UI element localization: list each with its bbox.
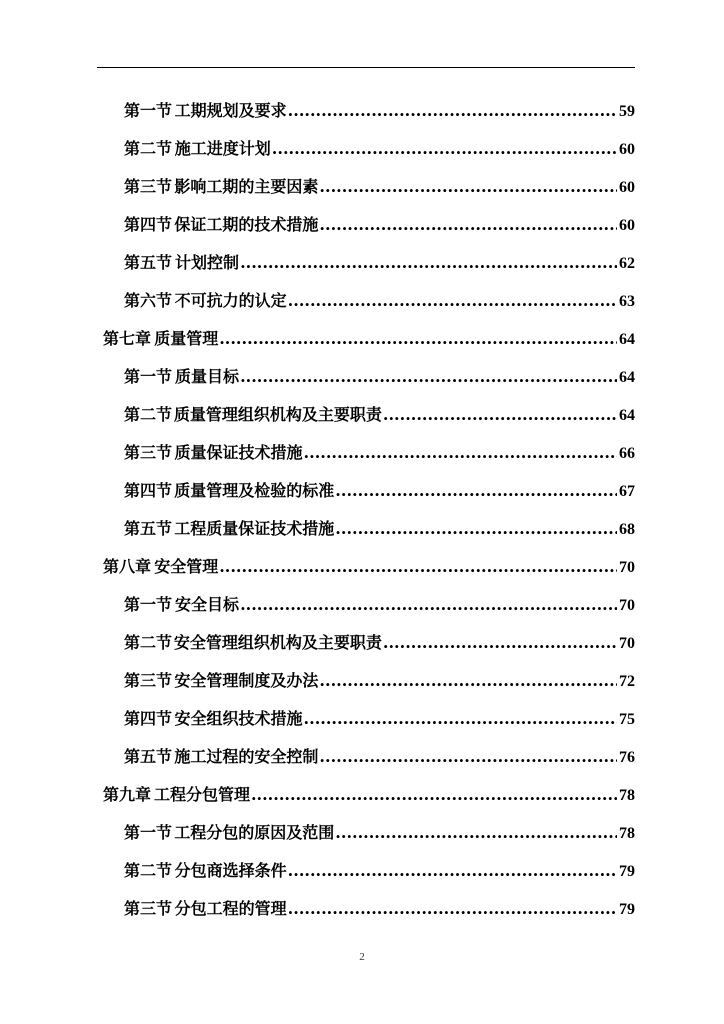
toc-section-entry[interactable]: [0, 700, 724, 738]
toc-section-entry[interactable]: [0, 738, 724, 776]
toc-entry-title: 计划控制: [175, 253, 240, 272]
toc-dot-leader: [304, 700, 617, 738]
toc-entry-title: 安全管理组织机构及主要职责: [173, 633, 382, 652]
toc-entry-number: 第二节: [124, 139, 173, 158]
toc-entry-title: 质量管理组织机构及主要职责: [173, 405, 382, 424]
toc-entry-title: 质量管理: [154, 329, 219, 348]
toc-entry-number: 第三节: [124, 177, 173, 196]
toc-entry-page: 62: [619, 255, 635, 272]
toc-entry-number: 第四节: [124, 215, 173, 234]
toc-entry-number: 第三节: [124, 443, 173, 462]
toc-entry-title: 质量目标: [175, 367, 240, 386]
toc-entry-title: 安全目标: [175, 595, 240, 614]
toc-dot-leader: [240, 586, 617, 624]
toc-dot-leader: [288, 852, 617, 890]
toc-entry-number: 第一节: [124, 101, 173, 120]
toc-entry-page: 78: [619, 787, 635, 804]
toc-section-entry[interactable]: [0, 586, 724, 624]
toc-entry-title: 影响工期的主要因素: [174, 177, 319, 196]
toc-dot-leader: [335, 510, 617, 548]
toc-dot-leader: [319, 662, 617, 700]
toc-entry-title: 工期规划及要求: [174, 101, 287, 120]
toc-entry-number: 第二节: [124, 405, 173, 424]
toc-entry-title: 工程质量保证技术措施: [174, 519, 335, 538]
toc-entry-number: 第四节: [124, 709, 173, 728]
toc-entry-page: 72: [619, 673, 635, 690]
toc-entry-number: 第一节: [124, 367, 173, 386]
toc-section-entry[interactable]: [0, 92, 724, 130]
toc-section-entry[interactable]: [0, 814, 724, 852]
toc-entry-page: 59: [619, 103, 635, 120]
toc-dot-leader: [304, 434, 617, 472]
table-of-contents: [0, 92, 724, 928]
toc-dot-leader: [219, 320, 617, 358]
toc-section-entry[interactable]: [0, 206, 724, 244]
toc-entry-title: 保证工期的技术措施: [174, 215, 319, 234]
toc-entry-title: 不可抗力的认定: [174, 291, 287, 310]
toc-entry-number: 第五节: [124, 747, 173, 766]
header-rule: [97, 67, 635, 68]
toc-entry-number: 第八章: [103, 557, 152, 576]
toc-chapter-entry[interactable]: [0, 776, 724, 814]
toc-entry-title: 安全管理制度及办法: [174, 671, 319, 690]
toc-dot-leader: [288, 890, 617, 928]
toc-section-entry[interactable]: [0, 396, 724, 434]
toc-entry-number: 第九章: [103, 785, 152, 804]
toc-section-entry[interactable]: [0, 624, 724, 662]
toc-entry-page: 70: [619, 559, 635, 576]
toc-entry-number: 第六节: [124, 291, 173, 310]
toc-entry-number: 第七章: [103, 329, 152, 348]
toc-section-entry[interactable]: [0, 510, 724, 548]
toc-chapter-entry[interactable]: [0, 320, 724, 358]
toc-section-entry[interactable]: [0, 130, 724, 168]
toc-section-entry[interactable]: [0, 244, 724, 282]
toc-entry-number: 第一节: [124, 595, 173, 614]
toc-entry-title: 安全管理: [154, 557, 219, 576]
toc-entry-number: 第四节: [124, 481, 173, 500]
toc-entry-title: 分包商选择条件: [174, 861, 287, 880]
toc-dot-leader: [272, 130, 617, 168]
toc-dot-leader: [319, 738, 617, 776]
toc-entry-title: 安全组织技术措施: [174, 709, 303, 728]
toc-section-entry[interactable]: [0, 852, 724, 890]
toc-section-entry[interactable]: [0, 358, 724, 396]
toc-chapter-entry[interactable]: [0, 548, 724, 586]
toc-entry-title: 分包工程的管理: [174, 899, 287, 918]
toc-dot-leader: [335, 814, 617, 852]
toc-entry-page: 64: [619, 331, 635, 348]
toc-entry-title: 工程分包的原因及范围: [174, 823, 335, 842]
toc-entry-page: 76: [619, 749, 635, 766]
toc-entry-page: 75: [619, 711, 635, 728]
toc-section-entry[interactable]: [0, 662, 724, 700]
toc-entry-title: 施工进度计划: [174, 139, 271, 158]
toc-entry-page: 70: [619, 635, 635, 652]
toc-entry-page: 70: [619, 597, 635, 614]
toc-section-entry[interactable]: [0, 282, 724, 320]
toc-entry-title: 质量保证技术措施: [174, 443, 303, 462]
toc-dot-leader: [251, 776, 617, 814]
toc-dot-leader: [288, 92, 617, 130]
toc-dot-leader: [319, 206, 617, 244]
toc-dot-leader: [383, 396, 617, 434]
toc-entry-number: 第三节: [124, 671, 173, 690]
toc-section-entry[interactable]: [0, 168, 724, 206]
toc-entry-page: 78: [619, 825, 635, 842]
toc-entry-number: 第二节: [124, 861, 173, 880]
toc-entry-page: 64: [619, 369, 635, 386]
page-number: 2: [359, 951, 365, 963]
toc-dot-leader: [219, 548, 617, 586]
toc-dot-leader: [240, 244, 617, 282]
toc-entry-page: 63: [619, 293, 635, 310]
toc-entry-number: 第一节: [124, 823, 173, 842]
toc-entry-page: 60: [619, 217, 635, 234]
toc-entry-page: 68: [619, 521, 635, 538]
toc-entry-page: 60: [619, 179, 635, 196]
toc-entry-number: 第五节: [124, 519, 173, 538]
toc-entry-title: 工程分包管理: [153, 785, 250, 804]
toc-entry-page: 79: [619, 901, 635, 918]
toc-section-entry[interactable]: [0, 472, 724, 510]
toc-dot-leader: [383, 624, 617, 662]
toc-dot-leader: [288, 282, 617, 320]
toc-dot-leader: [319, 168, 617, 206]
toc-section-entry[interactable]: [0, 434, 724, 472]
toc-entry-page: 67: [619, 483, 635, 500]
toc-entry-number: 第五节: [124, 253, 173, 272]
toc-entry-number: 第二节: [124, 633, 173, 652]
toc-dot-leader: [240, 358, 617, 396]
toc-entry-page: 60: [619, 141, 635, 158]
toc-entry-title: 质量管理及检验的标准: [174, 481, 335, 500]
toc-entry-page: 66: [619, 445, 635, 462]
toc-entry-page: 64: [619, 407, 635, 424]
toc-entry-page: 79: [619, 863, 635, 880]
toc-dot-leader: [335, 472, 617, 510]
toc-entry-number: 第三节: [124, 899, 173, 918]
toc-section-entry[interactable]: [0, 890, 724, 928]
toc-entry-title: 施工过程的安全控制: [174, 747, 319, 766]
